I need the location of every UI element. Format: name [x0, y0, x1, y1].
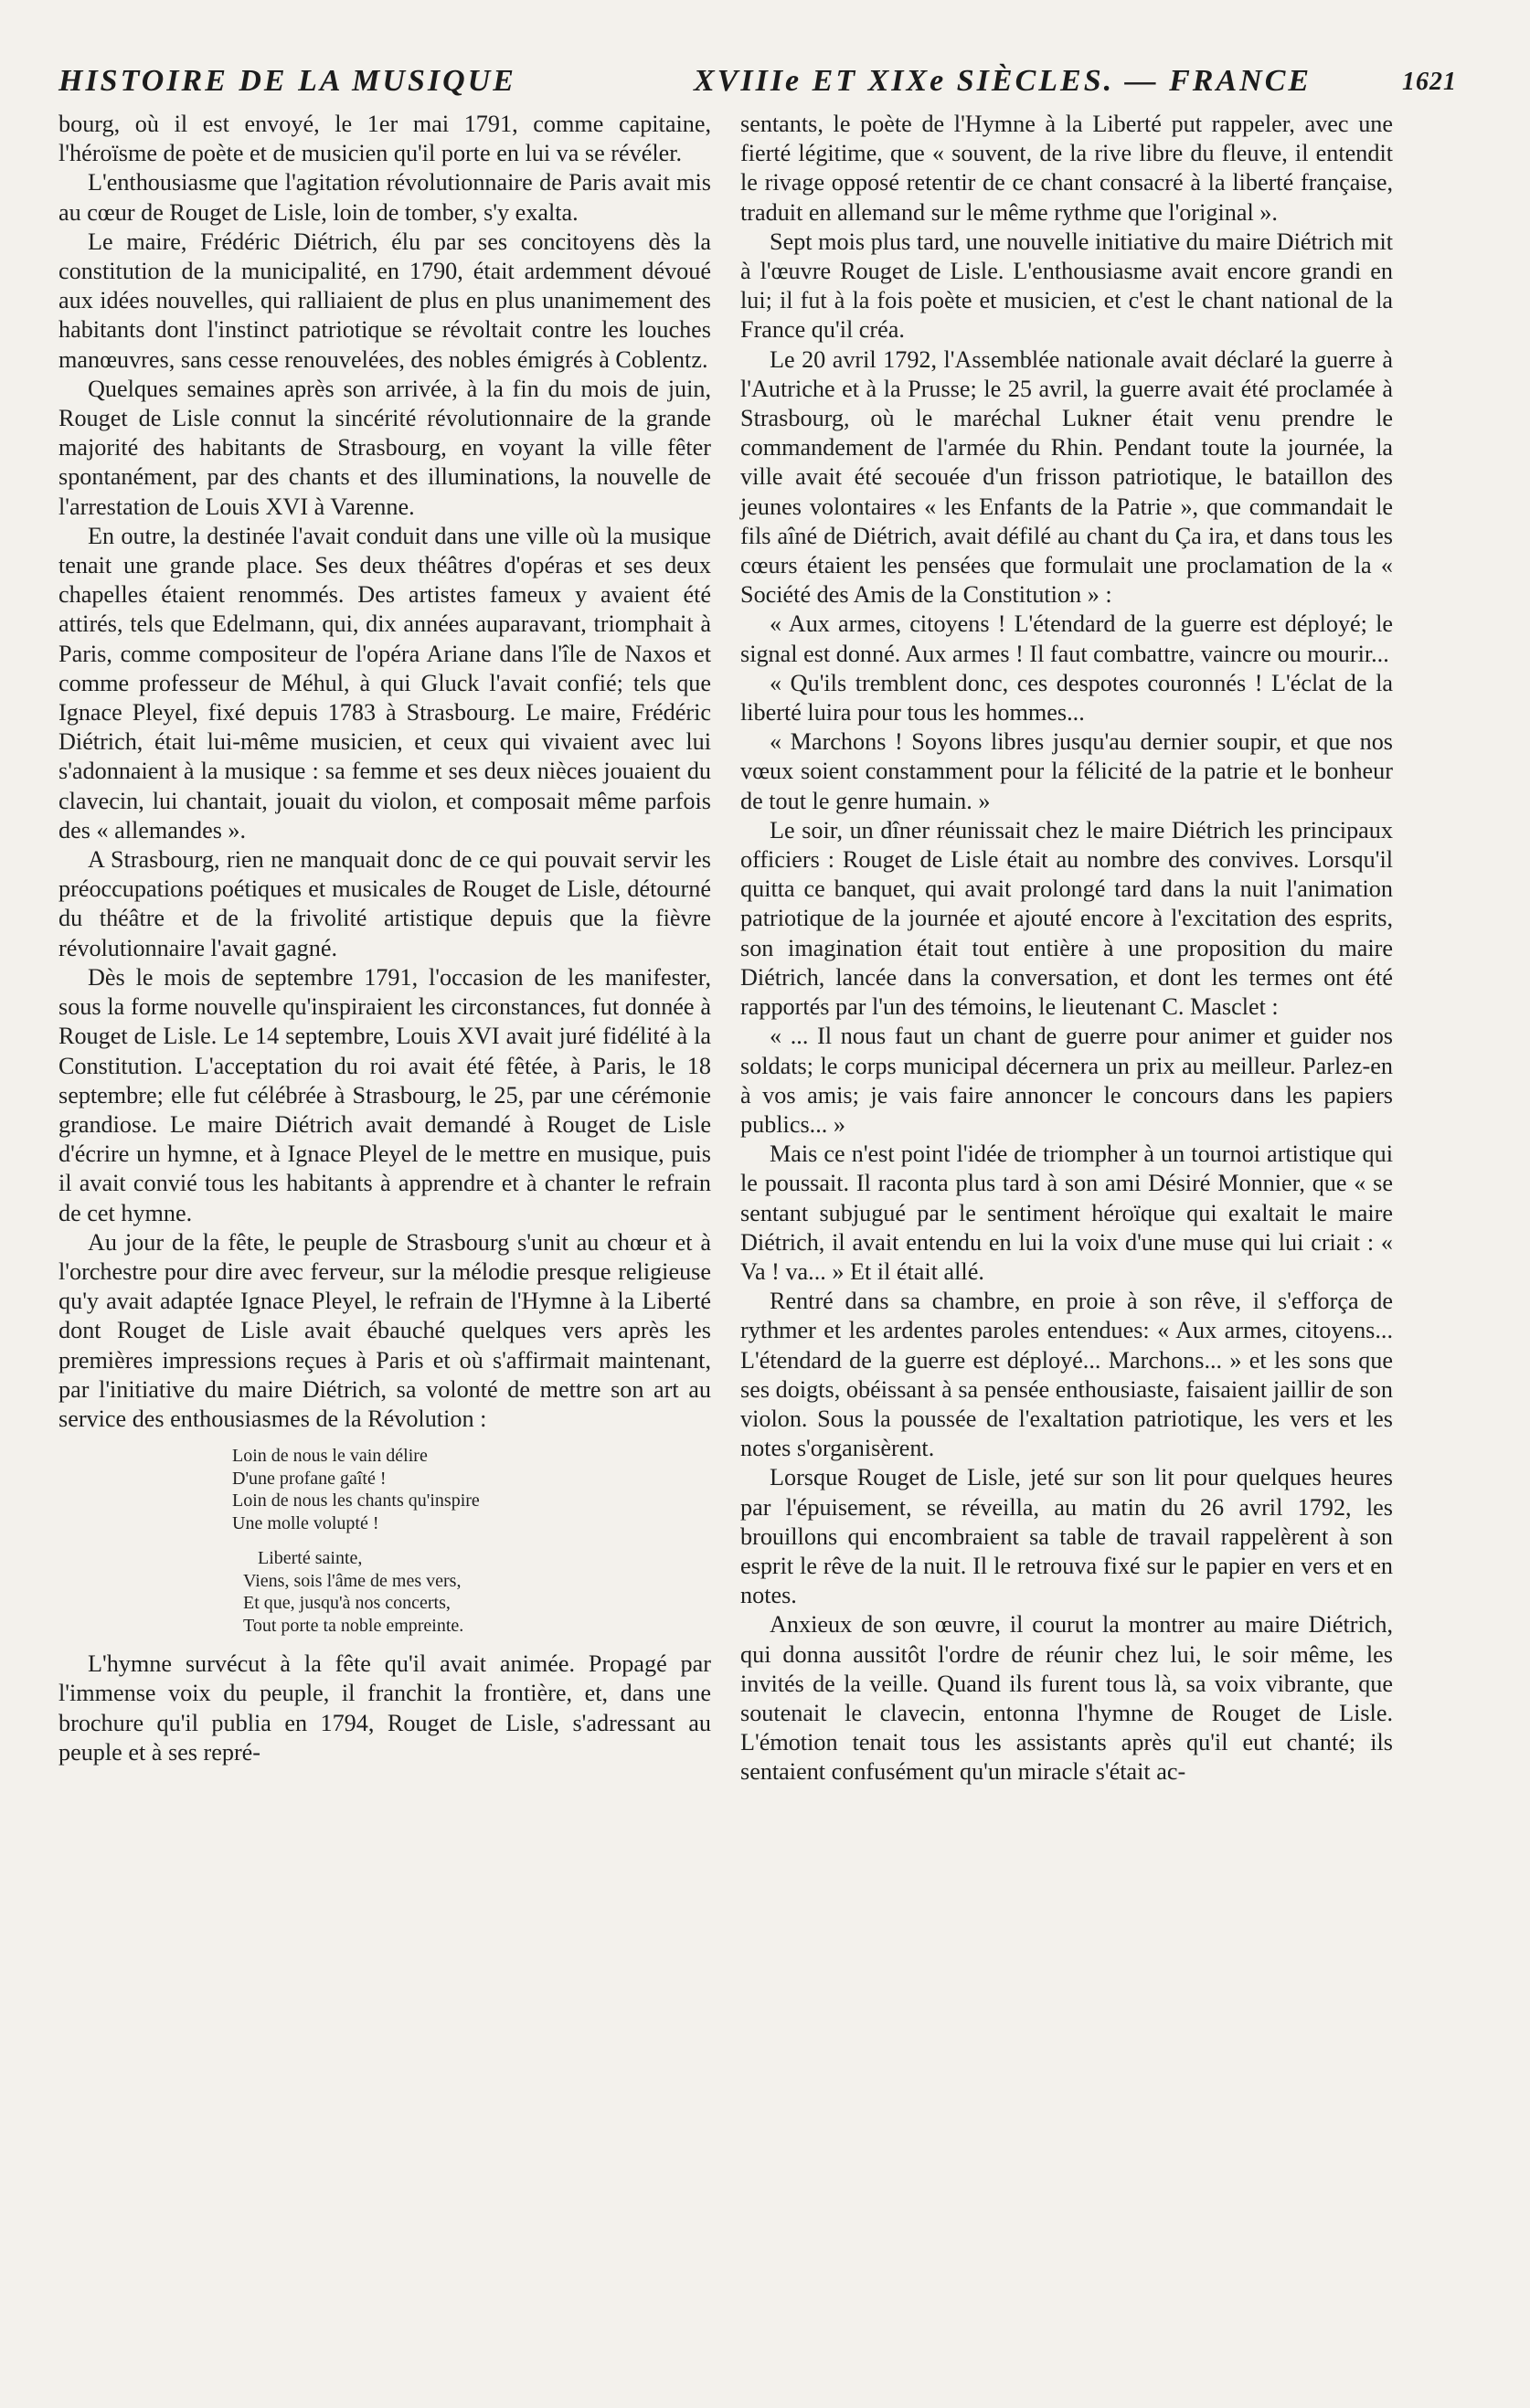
paragraph: Sept mois plus tard, une nouvelle initiative du maire Diétrich mit à l'œuvre Rouget de Lisle. L'enthousiasme avait encore grandi en lui; il fut à la fois poète et musicien, et c'est le chant national de la France qu'il créa. [740, 228, 1393, 344]
poem-line: Une molle volupté ! [232, 1512, 379, 1533]
paragraph: Rentré dans sa chambre, en proie à son rêve, il s'efforça de rythmer et les ardentes paroles entendues: « Aux armes, citoyens... L'étendard de la guerre est déployé... Marchons... » et les sons que ses doigts, obéissant à sa pensée enthousiaste, faisaient jaillir de son violon. Sous la poussée de l'exaltation patriotique, les vers et les notes s'organisèrent. [740, 1288, 1393, 1462]
poem-line: Loin de nous les chants qu'inspire [232, 1490, 480, 1512]
paragraph: « Aux armes, citoyens ! L'étendard de la guerre est déployé; le signal est donné. Aux armes ! Il faut combattre, vaincre ou mourir... [740, 610, 1393, 667]
paragraph: A Strasbourg, rien ne manquait donc de ce qui pouvait servir les préoccupations poétiques et musicales de Rouget de Lisle, détourné du théâtre et de la frivolité artistique depuis que la fièvre révolutionnaire l'avait gagné. [58, 846, 711, 961]
paragraph: Quelques semaines après son arrivée, à la fin du mois de juin, Rouget de Lisle connut la sincérité révolutionnaire de la grande majorité des habitants de Strasbourg, en voyant la ville fêter spontanément, par des chants et des illuminations, la nouvelle de l'arrestation de Louis XVI à Varenne. [58, 375, 711, 520]
header-section-title: XVIIIe ET XIXe SIÈCLES. — FRANCE [694, 64, 1312, 98]
paragraph: Le 20 avril 1792, l'Assemblée nationale avait déclaré la guerre à l'Autriche et à la Prusse; le 25 avril, la guerre avait été proclamée à Strasbourg, où le maréchal Lukner était venu prendre le commandement de l'armée du Rhin. Pendant toute la journée, la ville avait été secouée d'un frisson patriotique, le bataillon des jeunes volontaires « les Enfants de la Patrie », que commandait le fils aîné de Diétrich, avait défilé au chant du Ça ira, et dans tous les cœurs étaient les pensées que formulait une proclamation de la « Société des Amis de la Constitution » : [740, 345, 1393, 609]
paragraph: Anxieux de son œuvre, il courut la montrer au maire Diétrich, qui donna aussitôt l'ordre de réunir chez lui, le soir même, les invités de la veille. Quand ils furent tous là, sa voix vibrante, que soutenait le clavecin, entonna l'hymne de Rouget de Lisle. L'émotion tenait tous les assistants après qu'il eut chanté; ils sentaient confusément qu'un miracle s'était ac- [740, 1611, 1393, 1786]
paragraph: Le maire, Frédéric Diétrich, élu par ses concitoyens dès la constitution de la municipalité, en 1790, était ardemment dévoué aux idées nouvelles, qui ralliaient de plus en plus unanimement des habitants dont l'instinct patriotique se révoltait contre les louches manœuvres, sans cesse renouvelées, des nobles émigrés à Coblentz. [58, 228, 711, 373]
paragraph: « ... Il nous faut un chant de guerre pour animer et guider nos soldats; le corps municipal décernera un prix au meilleur. Parlez-en à vos amis; je vais faire annoncer le concours dans les papiers publics... » [740, 1023, 1393, 1138]
poem-stanza [232, 1445, 711, 1534]
paragraph: L'hymne survécut à la fête qu'il avait animée. Propagé par l'immense voix du peuple, il franchit la frontière, et, dans une brochure qu'il publia en 1794, Rouget de Lisle, s'adressant au peuple et à ses repré- [58, 1650, 711, 1766]
poem-line: Et que, jusqu'à nos concerts, [243, 1593, 451, 1614]
poem-line: Viens, sois l'âme de mes vers, [243, 1570, 462, 1591]
paragraph: bourg, où il est envoyé, le 1er mai 1791, comme capitaine, l'héroïsme de poète et de musicien qu'il porte en lui va se révéler. [58, 111, 711, 167]
left-column [58, 110, 711, 2239]
poem-line: Liberté sainte, [258, 1548, 363, 1569]
paragraph: « Marchons ! Soyons libres jusqu'au dernier soupir, et que nos vœux soient constamment pour la félicité de la patrie et le bonheur de tout le genre humain. » [740, 728, 1393, 814]
paragraph: Dès le mois de septembre 1791, l'occasion de les manifester, sous la forme nouvelle qu'inspiraient les circonstances, fut donnée à Rouget de Lisle. Le 14 septembre, Louis XVI avait juré fidélité à la Constitution. L'acceptation du roi avait été fêtée, à Paris, le 18 septembre; elle fut célébrée à Strasbourg, le 25, par une cérémonie grandiose. Le maire Diétrich avait demandé à Rouget de Lisle d'écrire un hymne, et à Ignace Pleyel de le mettre en musique, puis il avait convié tous les habitants à apprendre et à chanter le refrain de cet hymne. [58, 963, 711, 1226]
paragraph: sentants, le poète de l'Hymne à la Liberté put rappeler, avec une fierté légitime, que « souvent, de la rive libre du fleuve, il entendit le rivage opposé retentir de ce chant consacré à la liberté française, traduit en allemand sur le même rythme que l'original ». [740, 111, 1393, 226]
paragraph: « Qu'ils tremblent donc, ces despotes couronnés ! L'éclat de la liberté luira pour tous les hommes... [740, 669, 1393, 727]
running-header [58, 57, 1466, 108]
paragraph: En outre, la destinée l'avait conduit dans une ville où la musique tenait une grande place. Ses deux théâtres d'opéras et ses deux chapelles étaient renommés. Des artistes fameux y avaient été attirés, tels que Edelmann, qui, dix années auparavant, triomphait à Paris, comme compositeur de l'opéra Ariane dans l'île de Naxos et comme professeur de Méhul, à qui Gluck l'avait confié; tels que Ignace Pleyel, fixé depuis 1783 à Strasbourg. Le maire, Frédéric Diétrich, était lui-même musicien, et ceux qui vivaient avec lui s'adonnaient à la musique : sa femme et ses deux nièces jouaient du clavecin, lui chantait, jouait du violon, et composait même parfois des « allemandes ». [58, 522, 711, 843]
poem-stanza [232, 1547, 711, 1637]
paragraph: L'enthousiasme que l'agitation révolutionnaire de Paris avait mis au cœur de Rouget de Lisle, loin de tomber, s'y exalta. [58, 169, 711, 226]
page-number: 1621 [1402, 68, 1457, 96]
right-column [740, 110, 1393, 2239]
hymn-excerpt [232, 1445, 711, 1637]
paragraph: Mais ce n'est point l'idée de triompher à un tournoi artistique qui le poussait. Il raconta plus tard à son ami Désiré Monnier, que « se sentant subjugué par le sentiment héroïque qui exaltait le maire Diétrich, il avait entendu en lui la voix d'une muse qui lui criait : « Va ! va... » Et il était allé. [740, 1140, 1393, 1285]
header-book-title: HISTOIRE DE LA MUSIQUE [58, 64, 516, 98]
paragraph: Au jour de la fête, le peuple de Strasbourg s'unit au chœur et à l'orchestre pour dire avec ferveur, sur la mélodie presque religieuse qu'y avait adaptée Ignace Pleyel, le refrain de l'Hymne à la Liberté dont Rouget de Lisle avait ébauché quelques vers après les premières impressions reçues à Paris et où s'affirmait maintenant, par l'initiative du maire Diétrich, sa volonté de mettre son art au service des enthousiasmes de la Révolution : [58, 1228, 711, 1432]
poem-line: Loin de nous le vain délire [232, 1446, 428, 1467]
paragraph: Le soir, un dîner réunissait chez le maire Diétrich les principaux officiers : Rouget de Lisle était au nombre des convives. Lorsqu'il quitta ce banquet, qui avait prolongé tard dans la nuit l'animation patriotique de la journée et ajouté encore à l'excitation des esprits, son imagination était tout entière à une proposition du maire Diétrich, lancée dans la conversation, et dont les termes ont été rapportés par l'un des témoins, le lieutenant C. Masclet : [740, 816, 1393, 1021]
paragraph: Lorsque Rouget de Lisle, jeté sur son lit pour quelques heures par l'épuisement, se réveilla, au matin du 26 avril 1792, les brouillons qui encombraient sa table de travail rappelèrent à son esprit le rêve de la nuit. Il le retrouva fixé sur le papier en vers et en notes. [740, 1464, 1393, 1609]
poem-line: D'une profane gaîté ! [232, 1468, 387, 1489]
poem-line: Tout porte ta noble empreinte. [243, 1615, 464, 1636]
